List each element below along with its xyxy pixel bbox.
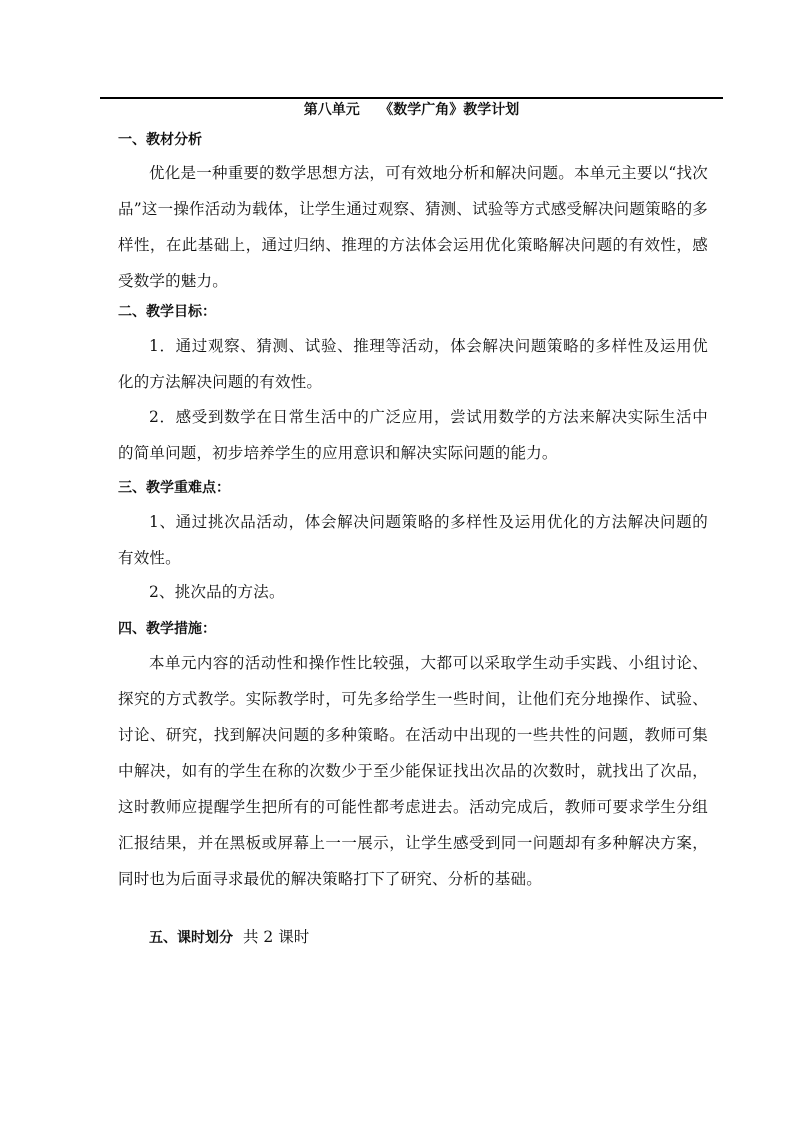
paragraph-key-point-2: 2、挑次品的方法。: [149, 583, 285, 601]
paragraph-key-point-1: 1、通过挑次品活动，体会解决问题策略的多样性及运用优化的方法解决问题的有效性。: [118, 513, 708, 567]
paragraph-goal-2: 2．感受到数学在日常生活中的广泛应用，尝试用数学的方法来解决实际生活中的简单问题，初步培养学生的应用意识和解决实际问题的能力。: [118, 408, 708, 462]
top-rule-divider: [100, 97, 723, 99]
paragraph-analysis: 优化是一种重要的数学思想方法，可有效地分析和解决问题。本单元主要以“找次品”这一操作活动为载体，让学生通过观察、猜测、试验等方式感受解决问题策略的多样性，在此基础上，通过归纳、推理的方法体会运用优化策略解决问题的有效性，感受数学的魅力。: [118, 164, 708, 290]
lessons-row: [149, 926, 309, 949]
section-heading-key-points: 三、教学重难点：: [118, 480, 230, 496]
section-heading-analysis: 一、教材分析: [118, 132, 202, 148]
section-heading-measures: 四、教学措施：: [118, 621, 216, 637]
paragraph-goal-1: 1．通过观察、猜测、试验、推理等活动，体会解决问题策略的多样性及运用优化的方法解决问题的有效性。: [118, 337, 708, 391]
document-title: 第八单元 《数学广角》教学计划: [303, 102, 520, 118]
paragraph-measures: 本单元内容的活动性和操作性比较强，大都可以采取学生动手实践、小组讨论、探究的方式教学。实际教学时，可先多给学生一些时间，让他们充分地操作、试验、讨论、研究，找到解决问题的多种策略。在活动中出现的一些共性的问题，教师可集中解决，如有的学生在称的次数少于至少能保证找出次品的次数时，就找出了次品，这时教师应提醒学生把所有的可能性都考虑进去。活动完成后，教师可要求学生分组汇报结果，并在黑板或屏幕上一一展示，让学生感受到同一问题却有多种解决方案，同时也为后面寻求最优的解决策略打下了研究、分析的基础。: [118, 654, 708, 888]
lessons-count: 共 2 课时: [243, 928, 310, 946]
section-heading-lessons: 五、课时划分: [149, 930, 233, 946]
section-heading-goals: 二、教学目标：: [118, 304, 216, 320]
